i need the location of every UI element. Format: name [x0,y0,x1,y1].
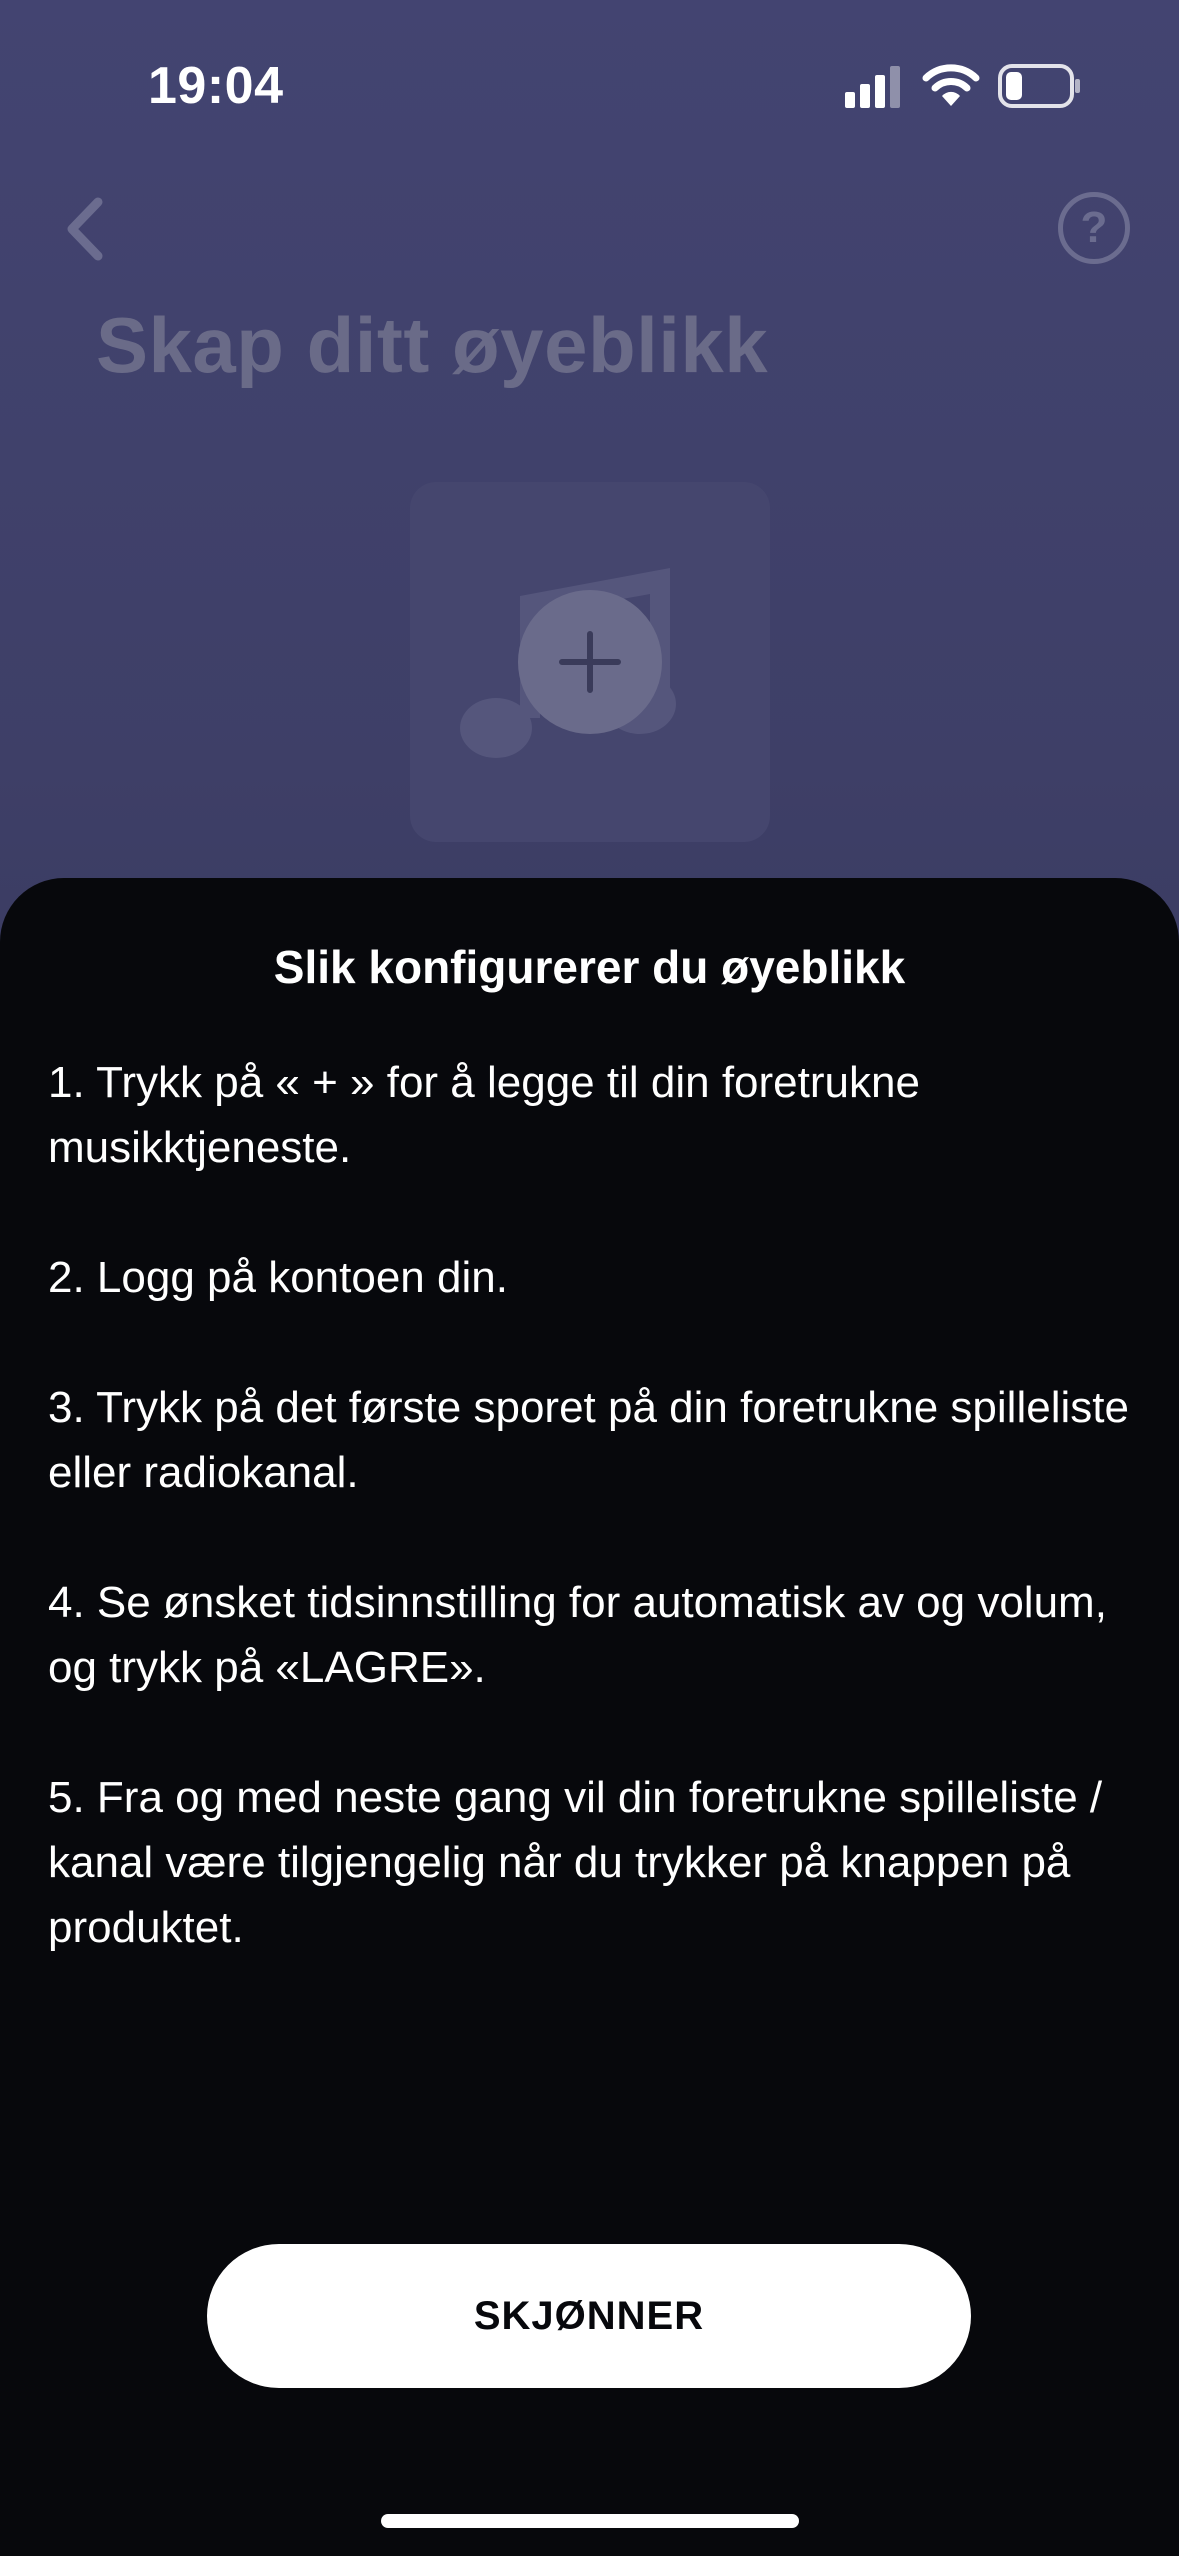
instructions-sheet [0,878,1179,2556]
chevron-left-icon [52,190,122,268]
wifi-icon [922,62,980,108]
help-button[interactable] [1058,192,1130,264]
add-button[interactable] [518,590,662,734]
confirm-button[interactable]: SKJØNNER [207,2244,971,2388]
step-item: 1. Trykk på « + » for å legge til din foretrukne musikktjeneste. [48,1058,920,1172]
page-title: Skap ditt øyeblikk [96,301,769,389]
step-item: 2. Logg på kontoen din. [48,1253,508,1302]
status-bar [0,0,1179,160]
home-indicator[interactable] [381,2514,799,2528]
back-button[interactable] [52,190,122,268]
plus-icon [558,630,622,694]
help-icon: ? [1080,203,1108,252]
status-time: 19:04 [148,57,284,115]
sheet-title: Slik konfigurerer du øyeblikk [273,941,906,993]
step-item: 3. Trykk på det første sporet på din foretrukne spilleliste eller radiokanal. [48,1383,1129,1497]
steps-list [48,1050,1138,2025]
add-music-card[interactable] [410,482,770,842]
step-item: 5. Fra og med neste gang vil din foretrukne spilleliste / kanal være tilgjengelig når du trykker på knappen på produktet. [48,1773,1103,1952]
battery-icon [998,64,1082,108]
signal-icon [845,66,903,108]
step-item: 4. Se ønsket tidsinnstilling for automatisk av og volum, og trykk på «LAGRE». [48,1578,1107,1692]
